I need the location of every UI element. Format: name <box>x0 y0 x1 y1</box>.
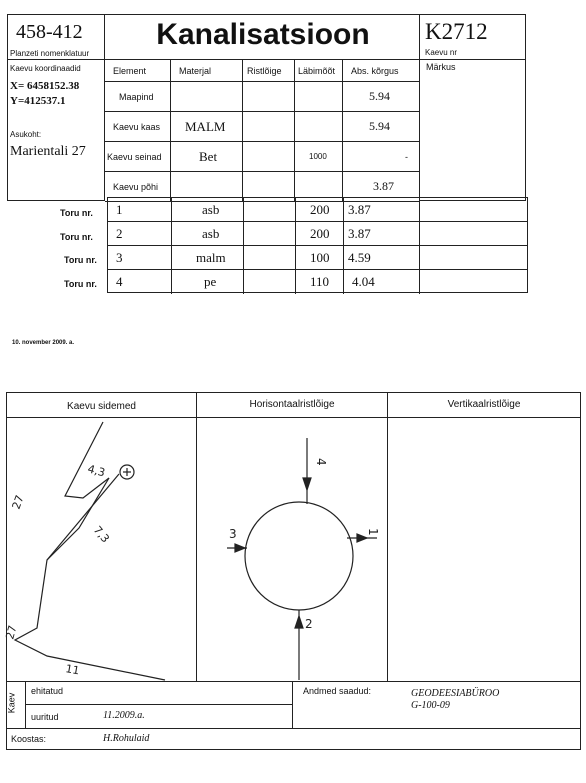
table-cell <box>295 112 343 142</box>
well-circle <box>245 502 353 610</box>
table-cell: 5.94 <box>343 82 419 112</box>
pipe-label: Toru nr. <box>64 279 97 289</box>
col-header-height: Abs. kõrgus <box>343 60 419 82</box>
pipe-label: Toru nr. <box>64 255 97 265</box>
well-number-label: Kaevu nr <box>425 48 458 57</box>
table-cell: 3.87 <box>344 222 420 246</box>
sketch-label: 7,3 <box>90 523 112 546</box>
divider <box>387 393 388 681</box>
horizontal-section <box>197 418 387 681</box>
col-title-links: Kaevu sidemed <box>67 401 136 412</box>
table-cell: 200 <box>296 198 344 222</box>
table-cell <box>243 82 295 112</box>
table-cell: MALM <box>171 112 243 142</box>
title-box <box>104 14 420 60</box>
table-row: Kaevu kaas <box>105 112 171 142</box>
sheet-nomenclature-label: Planzeti nomenklatuur <box>10 49 90 58</box>
coordinates-panel <box>7 59 105 201</box>
boundary-line <box>65 422 109 498</box>
table-cell: pe <box>172 270 244 294</box>
element-table <box>104 59 420 201</box>
table-cell: 5.94 <box>343 112 419 142</box>
coords-label: Kaevu koordinaadid <box>10 64 81 73</box>
kaev-side-label: Kaev <box>6 692 17 714</box>
sketch-label: 11 <box>64 662 81 678</box>
footer-block <box>6 681 581 729</box>
well-links-sketch <box>3 418 196 681</box>
pipe-rows <box>107 197 528 293</box>
table-cell <box>420 270 527 294</box>
table-cell: 3.87 <box>344 198 420 222</box>
built-label: ehitatud <box>31 686 64 696</box>
col-title-horizontal: Horisontaalristlõige <box>249 399 335 410</box>
table-cell: - <box>343 142 419 172</box>
table-row: Kaevu põhi <box>105 172 171 202</box>
col-header-diameter: Läbimõõt <box>295 60 343 82</box>
divider <box>25 682 26 728</box>
pipe-arrow-3 <box>235 544 245 552</box>
table-row: Maapind <box>105 82 171 112</box>
y-coordinate: Y=412537.1 <box>10 95 66 107</box>
well-number: K2712 <box>425 19 488 44</box>
pipe-number-label: 2 <box>305 617 313 631</box>
col-header-element: Element <box>105 60 171 82</box>
pipe-arrow-2 <box>295 616 303 628</box>
page-title: Kanalisatsioon <box>156 18 370 51</box>
location-value: Marientali 27 <box>10 144 86 159</box>
pipe-arrow-4 <box>303 478 311 490</box>
pipe-number-label: 1 <box>366 528 380 536</box>
measured-value: 11.2009.a. <box>103 710 145 721</box>
table-cell: asb <box>172 222 244 246</box>
compiled-label: Koostas: <box>11 734 47 744</box>
well-number-box <box>419 14 526 60</box>
table-cell <box>420 222 527 246</box>
date-note: 10. november 2009. a. <box>12 340 75 346</box>
data-from-value: G-100-09 <box>411 700 450 711</box>
table-cell: 3.87 <box>343 172 419 202</box>
divider <box>25 704 292 705</box>
remark-header: Märkus <box>426 62 456 72</box>
pipe-number-label: 4 <box>314 458 328 466</box>
table-cell <box>244 222 296 246</box>
table-cell: asb <box>172 198 244 222</box>
table-row: 3 <box>108 246 172 270</box>
remark-column <box>419 59 526 201</box>
pipe-label: Toru nr. <box>60 208 93 218</box>
col-header-cross: Ristlõige <box>243 60 295 82</box>
measured-label: uuritud <box>31 712 59 722</box>
pipe-label: Toru nr. <box>60 232 93 242</box>
table-cell: 4.59 <box>344 246 420 270</box>
table-cell <box>420 198 527 222</box>
sketch-label: 27 <box>3 623 20 641</box>
compiled-value: H.Rohulaid <box>103 733 150 744</box>
table-cell <box>243 142 295 172</box>
table-cell: 200 <box>296 222 344 246</box>
compiled-block <box>6 728 581 750</box>
table-cell: 110 <box>296 270 344 294</box>
table-cell <box>244 246 296 270</box>
table-cell: 100 <box>296 246 344 270</box>
table-cell <box>420 246 527 270</box>
table-cell: 1000 <box>295 142 343 172</box>
sheet-number: 458-412 <box>16 21 83 43</box>
table-cell <box>171 82 243 112</box>
table-row: 4 <box>108 270 172 294</box>
sheet-number-box <box>7 14 105 60</box>
diagram-frame <box>3 392 581 682</box>
measure-line <box>47 474 119 560</box>
table-cell <box>243 112 295 142</box>
table-cell: Bet <box>171 142 243 172</box>
sketch-label: 4,3 <box>86 462 107 480</box>
table-row: 2 <box>108 222 172 246</box>
divider <box>292 682 293 728</box>
table-cell <box>295 82 343 112</box>
table-row: Kaevu seinad <box>105 142 171 172</box>
table-cell <box>244 270 296 294</box>
pipe-number-label: 3 <box>229 527 237 541</box>
col-title-vertical: Vertikaalristlõige <box>447 399 521 410</box>
data-from-value: GEODEESIABÜROO <box>411 688 500 699</box>
col-header-material: Materjal <box>171 60 243 82</box>
data-from-label: Andmed saadud: <box>303 686 372 696</box>
x-coordinate: X= 6458152.38 <box>10 80 80 92</box>
pipe-arrow-1 <box>357 534 367 542</box>
table-cell <box>244 198 296 222</box>
location-label: Asukoht: <box>10 130 42 139</box>
table-row: 1 <box>108 198 172 222</box>
table-cell: 4.04 <box>344 270 420 294</box>
sketch-label: 27 <box>9 493 27 512</box>
table-cell: malm <box>172 246 244 270</box>
